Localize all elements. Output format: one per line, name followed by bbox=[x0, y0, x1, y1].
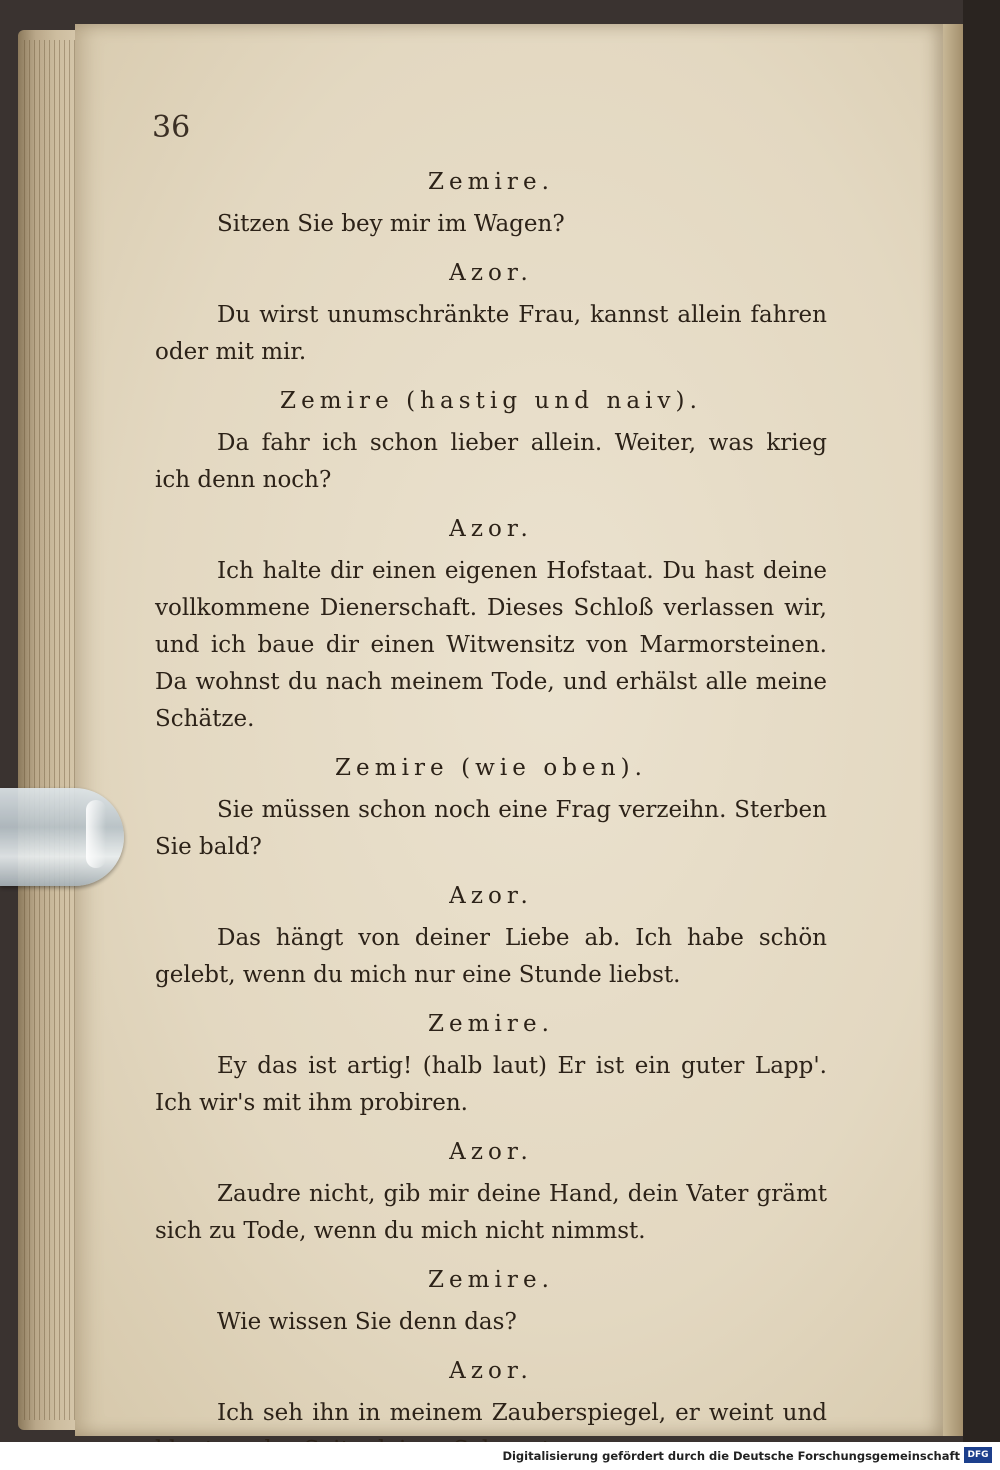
speech-text: Da fahr ich schon lieber allein. Weiter, was krieg ich denn noch? bbox=[155, 430, 827, 493]
speaker-name: Azor. bbox=[449, 1139, 533, 1165]
book-leaf-lines bbox=[24, 40, 79, 1420]
dfg-logo-icon: DFG bbox=[964, 1447, 992, 1463]
speaker-name: Azor. bbox=[449, 1358, 533, 1384]
dialogue-entry bbox=[155, 249, 827, 371]
page-number: 36 bbox=[152, 110, 191, 145]
speech-text: Ich halte dir einen eigenen Hofstaat. Du hast deine vollkommene Dienerschaft. Dieses Schloß verlassen wir, und ich baue dir einen Witwensitz von Marmorsteinen. Da wohnst du nach meinem Tode, und erhälst alle meine Schätze. bbox=[155, 558, 827, 732]
speaker-name: Zemire (wie oben). bbox=[335, 755, 647, 781]
dialogue-entry bbox=[155, 505, 827, 738]
speaker-name: Zemire. bbox=[427, 1267, 555, 1293]
dialogue-entry bbox=[155, 377, 827, 499]
speech-text: Sitzen Sie bey mir im Wagen? bbox=[217, 211, 565, 237]
dialogue-entry bbox=[155, 1256, 827, 1341]
footer-credit: Digitalisierung gefördert durch die Deutsche Forschungsgemeinschaft bbox=[502, 1449, 960, 1463]
speech-text: Du wirst unumschränkte Frau, kannst allein fahren oder mit mir. bbox=[155, 302, 827, 365]
speech-text: Das hängt von deiner Liebe ab. Ich habe schön gelebt, wenn du mich nur eine Stunde liebst. bbox=[155, 925, 827, 988]
dialogue-entry bbox=[155, 872, 827, 994]
speaker-name: Zemire (hastig und naiv). bbox=[280, 388, 702, 414]
speaker-name: Azor. bbox=[449, 516, 533, 542]
speaker-name: Azor. bbox=[449, 260, 533, 286]
speech-text: Ey das ist artig! (halb laut) Er ist ein guter Lapp'. Ich wir's mit ihm probiren. bbox=[155, 1053, 827, 1116]
scanner-background bbox=[963, 0, 1000, 1442]
clip-highlight bbox=[86, 800, 106, 868]
facing-page-edge bbox=[943, 24, 963, 1436]
speaker-name: Azor. bbox=[449, 883, 533, 909]
dialogue-entry bbox=[155, 1000, 827, 1122]
speech-text: Sie müssen schon noch eine Frag verzeihn. Sterben Sie bald? bbox=[155, 797, 827, 860]
speech-text: Wie wissen Sie denn das? bbox=[217, 1309, 517, 1335]
speech-text: Zaudre nicht, gib mir deine Hand, dein Vater grämt sich zu Tode, wenn du mich nicht nimmst. bbox=[155, 1181, 827, 1244]
dialogue-entry bbox=[155, 744, 827, 866]
dialogue-entry bbox=[155, 158, 827, 243]
speech-text: Ich seh ihn in meinem Zauberspiegel, er weint und bbox=[217, 1400, 827, 1426]
speaker-name: Zemire. bbox=[427, 169, 555, 195]
dialogue-text bbox=[155, 158, 827, 1469]
footer-bar bbox=[0, 1442, 1000, 1470]
speaker-name: Zemire. bbox=[427, 1011, 555, 1037]
dialogue-entry bbox=[155, 1128, 827, 1250]
